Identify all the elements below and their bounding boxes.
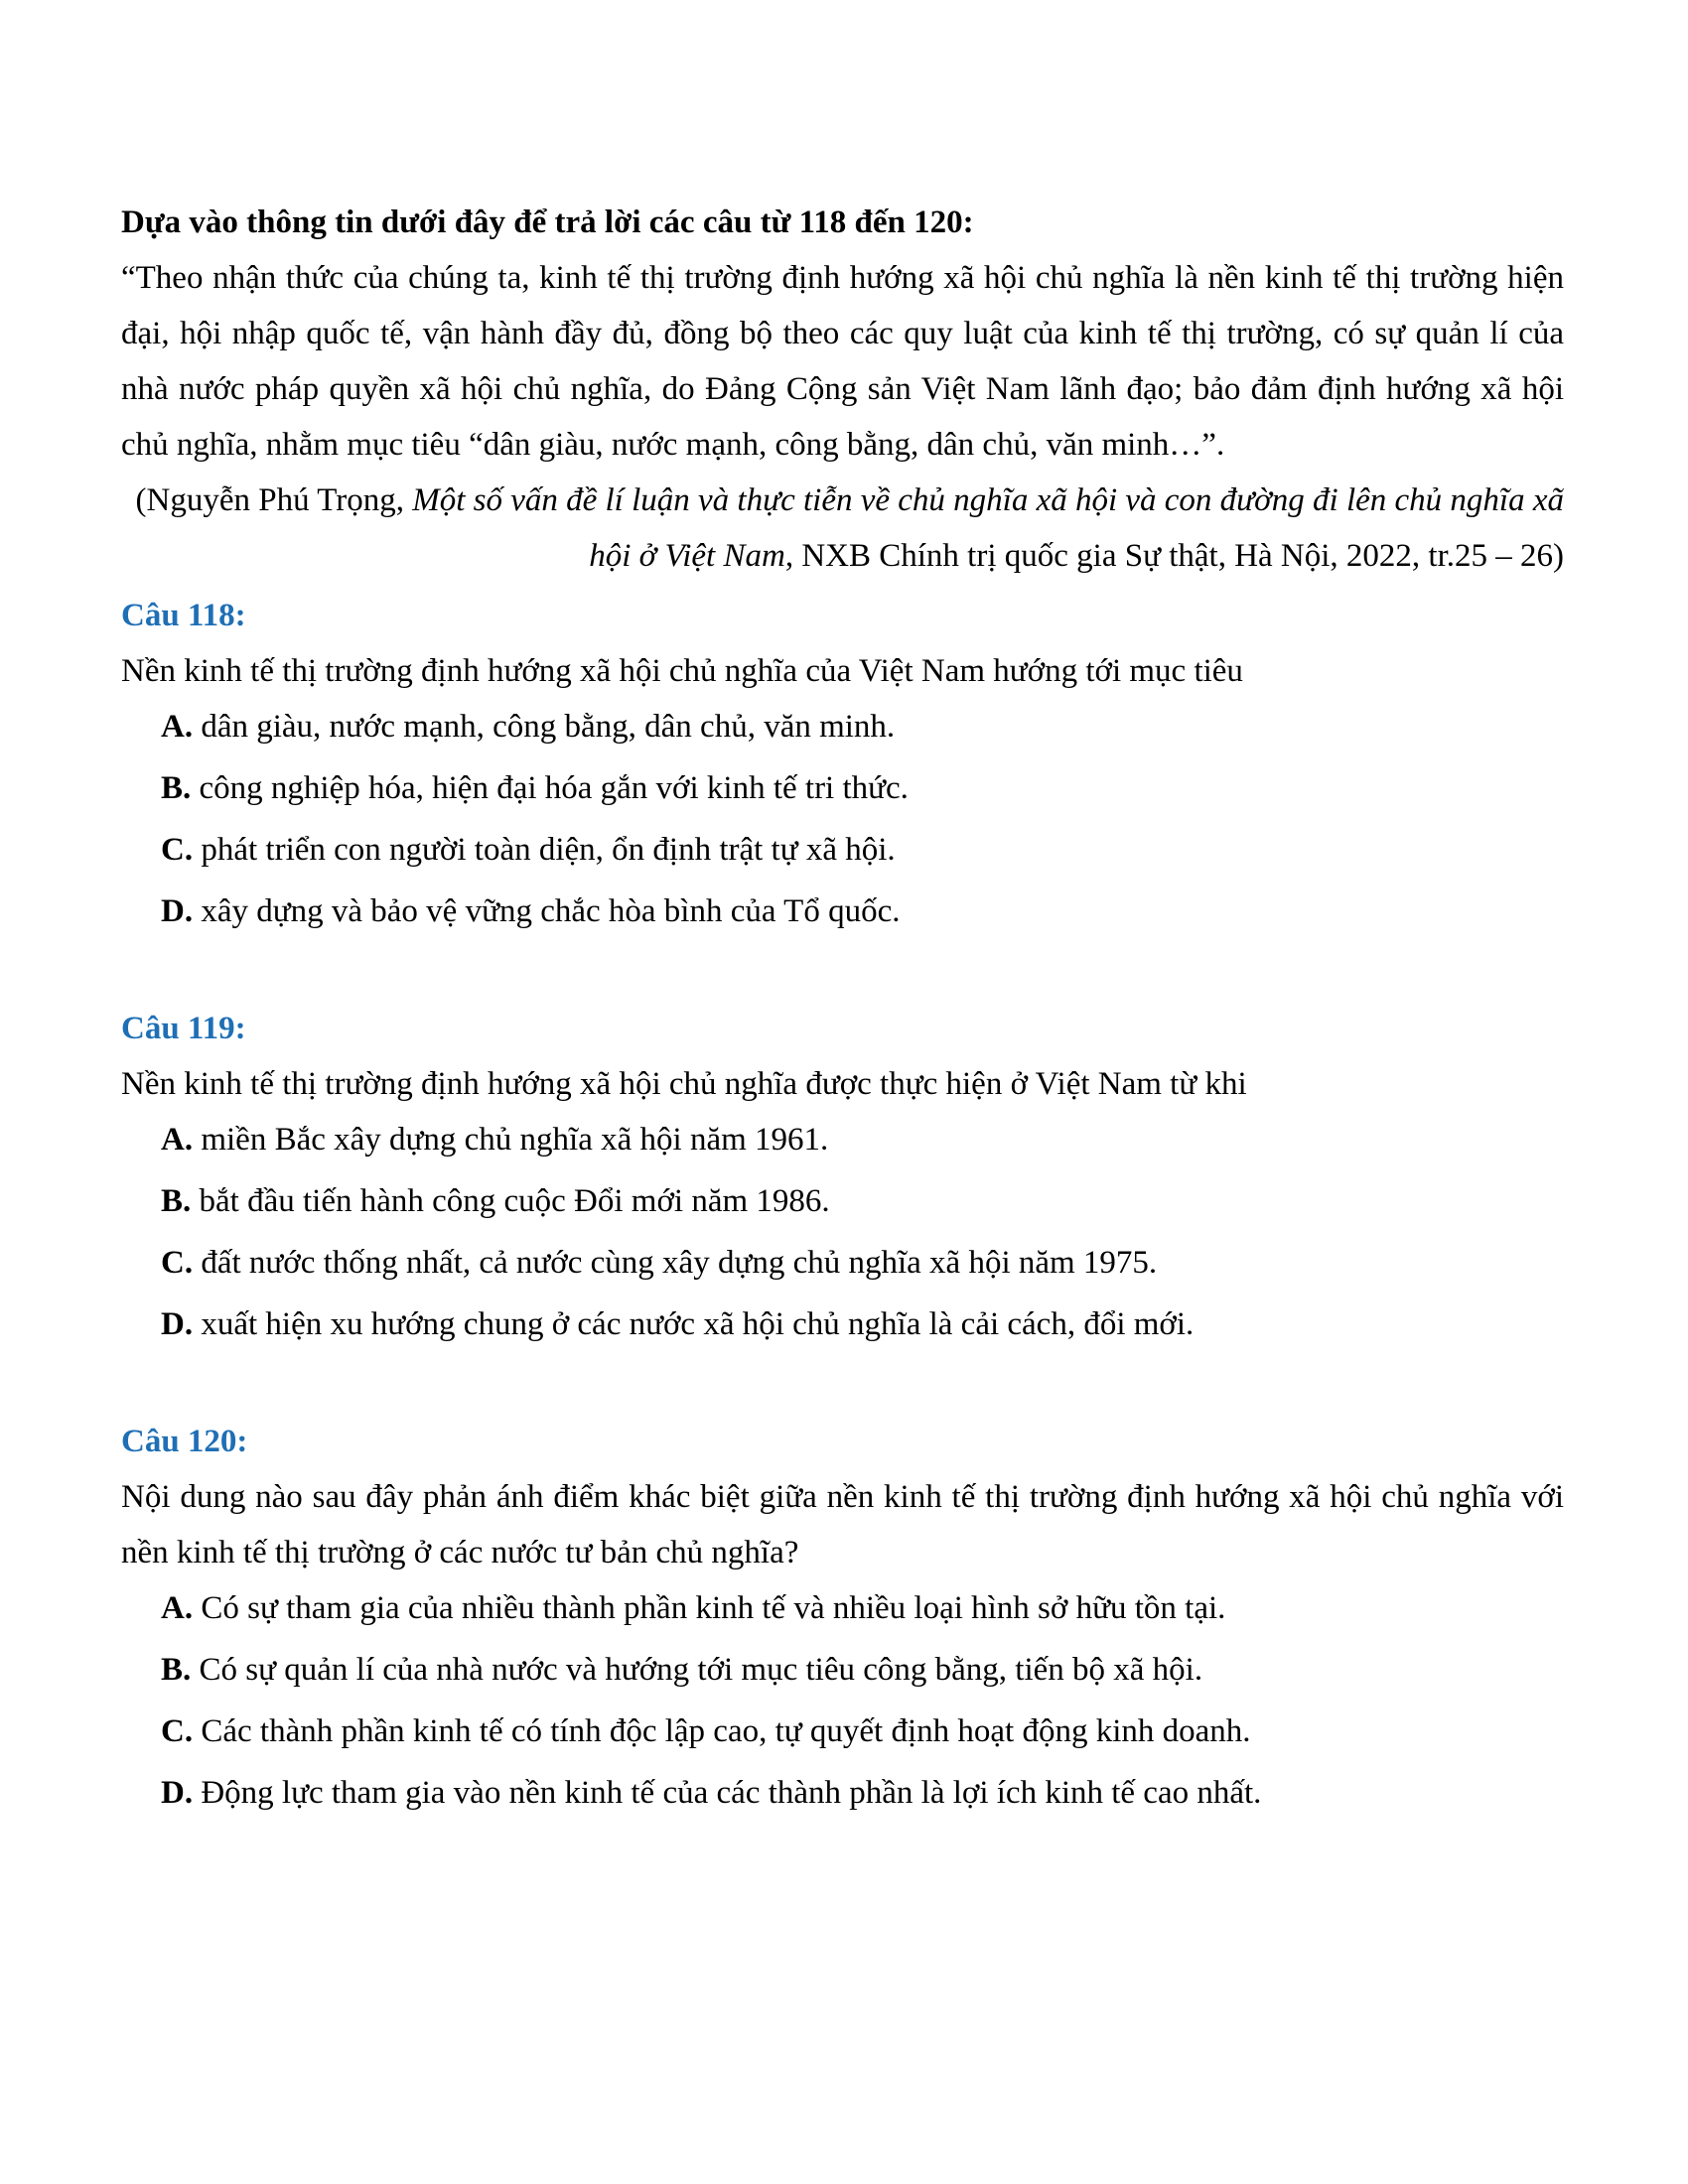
- option-text: Các thành phần kinh tế có tính độc lập cao, tự quyết định hoạt động kinh doanh.: [193, 1713, 1251, 1749]
- option-text: bắt đầu tiến hành công cuộc Đổi mới năm 1986.: [191, 1183, 830, 1219]
- question-stem: Nội dung nào sau đây phản ánh điểm khác biệt giữa nền kinh tế thị trường định hướng xã hội chủ nghĩa với nền kinh tế thị trường ở các nước tư bản chủ nghĩa?: [121, 1479, 1564, 1570]
- question-119: [121, 1001, 1564, 1352]
- option-letter: A.: [161, 1590, 194, 1626]
- option-letter: A.: [161, 1122, 194, 1158]
- option-d[interactable]: [161, 1765, 1564, 1821]
- option-text: xuất hiện xu hướng chung ở các nước xã hội chủ nghĩa là cải cách, đổi mới.: [193, 1306, 1195, 1342]
- option-letter: C.: [161, 832, 194, 868]
- option-letter: B.: [161, 770, 192, 806]
- option-letter: D.: [161, 893, 194, 929]
- option-text: Có sự tham gia của nhiều thành phần kinh tế và nhiều loại hình sở hữu tồn tại.: [193, 1590, 1226, 1626]
- option-b[interactable]: [161, 1173, 1564, 1229]
- option-letter: B.: [161, 1652, 192, 1688]
- option-c[interactable]: [161, 1704, 1564, 1759]
- option-b[interactable]: [161, 1642, 1564, 1698]
- option-letter: C.: [161, 1713, 194, 1749]
- option-letter: D.: [161, 1775, 194, 1811]
- citation-author: (Nguyễn Phú Trọng,: [135, 482, 413, 518]
- option-letter: A.: [161, 709, 194, 745]
- option-letter: D.: [161, 1306, 194, 1342]
- option-text: phát triển con người toàn diện, ổn định trật tự xã hội.: [193, 832, 896, 868]
- option-d[interactable]: [161, 884, 1564, 939]
- citation-publisher: , NXB Chính trị quốc gia Sự thật, Hà Nội, 2022, tr.25 – 26): [784, 538, 1564, 574]
- option-text: Động lực tham gia vào nền kinh tế của các thành phần là lợi ích kinh tế cao nhất.: [193, 1775, 1262, 1811]
- answer-options: [121, 1580, 1564, 1821]
- question-stem: Nền kinh tế thị trường định hướng xã hội chủ nghĩa được thực hiện ở Việt Nam từ khi: [121, 1066, 1247, 1102]
- option-text: xây dựng và bảo vệ vững chắc hòa bình của Tổ quốc.: [193, 893, 901, 929]
- option-a[interactable]: [161, 1580, 1564, 1636]
- option-a[interactable]: [161, 1112, 1564, 1167]
- answer-options: [121, 1112, 1564, 1352]
- option-text: công nghiệp hóa, hiện đại hóa gắn với kinh tế tri thức.: [191, 770, 909, 806]
- option-d[interactable]: [161, 1297, 1564, 1352]
- option-text: miền Bắc xây dựng chủ nghĩa xã hội năm 1961.: [193, 1122, 829, 1158]
- question-heading: Câu 120:: [121, 1424, 248, 1459]
- answer-options: [121, 699, 1564, 939]
- option-text: đất nước thống nhất, cả nước cùng xây dựng chủ nghĩa xã hội năm 1975.: [193, 1245, 1158, 1281]
- question-stem: Nền kinh tế thị trường định hướng xã hội chủ nghĩa của Việt Nam hướng tới mục tiêu: [121, 653, 1243, 689]
- passage-instruction: Dựa vào thông tin dưới đây để trả lời các câu từ 118 đến 120:: [121, 205, 974, 240]
- reading-passage: [121, 195, 1564, 584]
- option-c[interactable]: [161, 822, 1564, 878]
- question-heading: Câu 119:: [121, 1011, 246, 1046]
- option-letter: B.: [161, 1183, 192, 1219]
- passage-citation: [121, 473, 1564, 584]
- document-page: [121, 195, 1564, 1821]
- option-a[interactable]: [161, 699, 1564, 754]
- question-120: [121, 1414, 1564, 1821]
- citation-book-title: Một số vấn đề lí luận và thực tiễn về chủ nghĩa xã hội và con đường đi lên chủ nghĩa xã hội ở Việt Nam: [412, 482, 1564, 574]
- question-heading: Câu 118:: [121, 598, 246, 633]
- option-b[interactable]: [161, 760, 1564, 816]
- passage-quote: “Theo nhận thức của chúng ta, kinh tế thị trường định hướng xã hội chủ nghĩa là nền kinh tế thị trường hiện đại, hội nhập quốc tế, vận hành đầy đủ, đồng bộ theo các quy luật của kinh tế thị trường, có sự quản lí của nhà nước pháp quyền xã hội chủ nghĩa, do Đảng Cộng sản Việt Nam lãnh đạo; bảo đảm định hướng xã hội chủ nghĩa, nhằm mục tiêu “dân giàu, nước mạnh, công bằng, dân chủ, văn minh…”.: [121, 260, 1564, 463]
- option-letter: C.: [161, 1245, 194, 1281]
- option-text: Có sự quản lí của nhà nước và hướng tới mục tiêu công bằng, tiến bộ xã hội.: [191, 1652, 1203, 1688]
- question-118: [121, 588, 1564, 939]
- option-text: dân giàu, nước mạnh, công bằng, dân chủ, văn minh.: [193, 709, 896, 745]
- option-c[interactable]: [161, 1235, 1564, 1291]
